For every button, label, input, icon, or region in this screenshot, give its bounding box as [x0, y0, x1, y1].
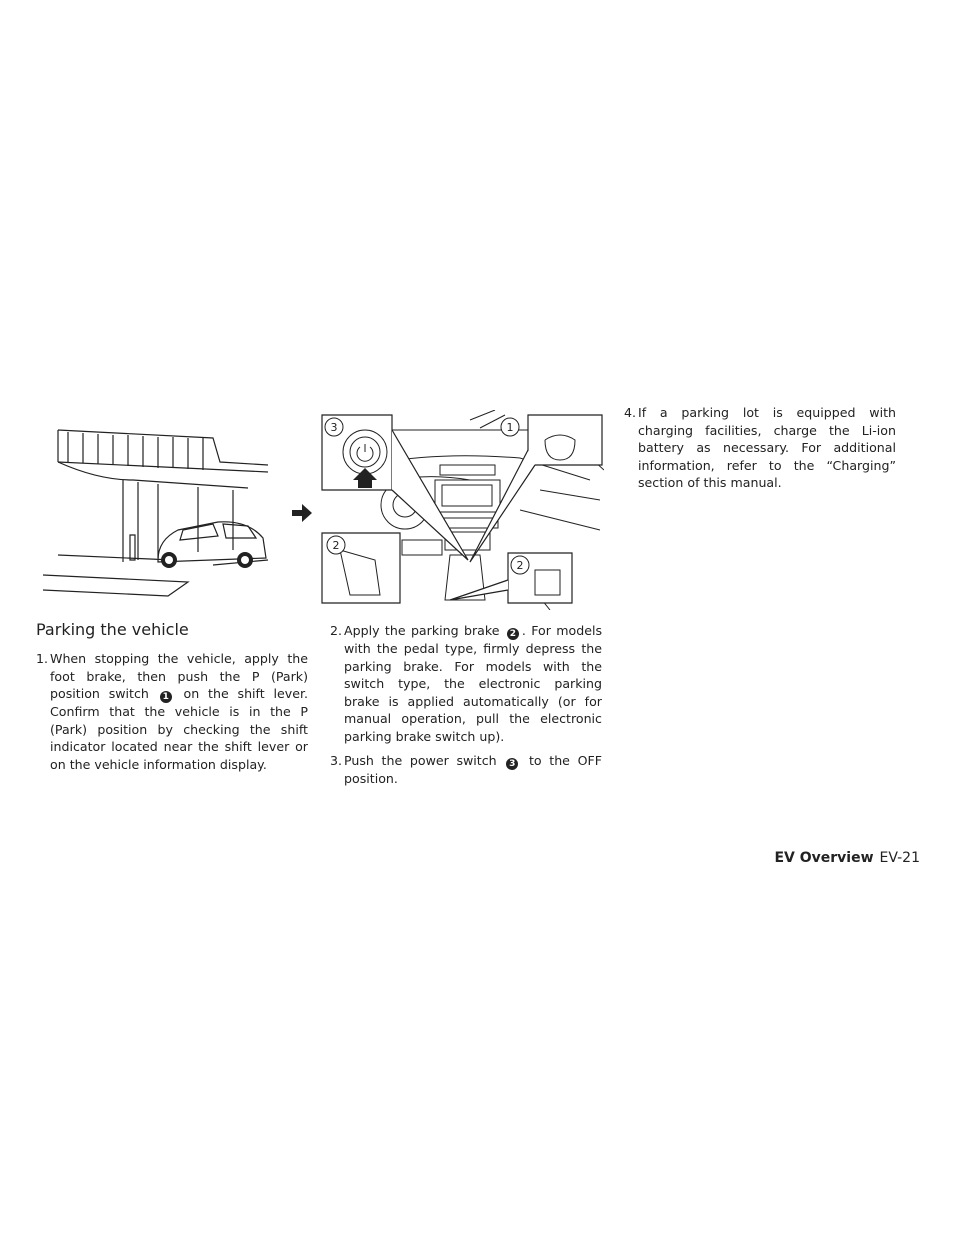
step-text-pre: Apply the parking brake [344, 623, 500, 638]
step-text-post: on the shift lever. Confirm that the vehicle is in the P (Park) position by checking the shift indicator located near the shift lever or on the vehicle information display. [50, 686, 308, 772]
step-text-post: . For models with the pedal type, firmly depress the parking brake. For models with the switch type, the electronic parking brake is applied automatically (or for manual operation, pull the electronic parking brake switch up). [344, 623, 603, 744]
figure-callout-3: 3 [330, 421, 338, 434]
figure-callout-2-switch: 2 [516, 559, 524, 572]
callout-badge: 3 [506, 758, 518, 770]
text-column-1 [36, 650, 308, 780]
step-number: 3. [330, 752, 343, 768]
page-footer [774, 850, 920, 866]
step-text-pre: Push the power switch [344, 752, 497, 768]
step-4 [624, 404, 896, 492]
footer-section-name: EV Overview [774, 850, 874, 866]
page-number: EV-21 [879, 850, 920, 866]
step-number: 2. [330, 623, 343, 638]
step-text-post: to the OFF position. [344, 752, 602, 786]
step-number: 4. [624, 405, 637, 420]
step-3 [330, 752, 602, 788]
step-1 [36, 650, 308, 774]
callout-badge: 1 [160, 691, 172, 703]
step-text: If a parking lot is equipped with charging facilities, charge the Li-ion battery as necessary. For additional information, refer to the “Charging” section of this manual. [638, 405, 896, 491]
step-text-pre: When stopping the vehicle, apply the foot brake, then push the P (Park) position switch [50, 651, 308, 702]
step-number: 1. [36, 651, 49, 666]
dashboard-illustration [320, 410, 604, 610]
text-column-3 [624, 404, 896, 498]
step-2 [330, 622, 602, 746]
figure-callout-1: 1 [506, 421, 514, 434]
arrow-right-icon [292, 504, 312, 522]
illustration-area [38, 410, 604, 610]
callout-badge: 2 [507, 628, 519, 640]
parked-car-illustration [38, 410, 278, 610]
text-column-2 [330, 622, 602, 793]
figure-callout-2-pedal: 2 [332, 539, 340, 552]
section-heading: Parking the vehicle [36, 620, 189, 639]
